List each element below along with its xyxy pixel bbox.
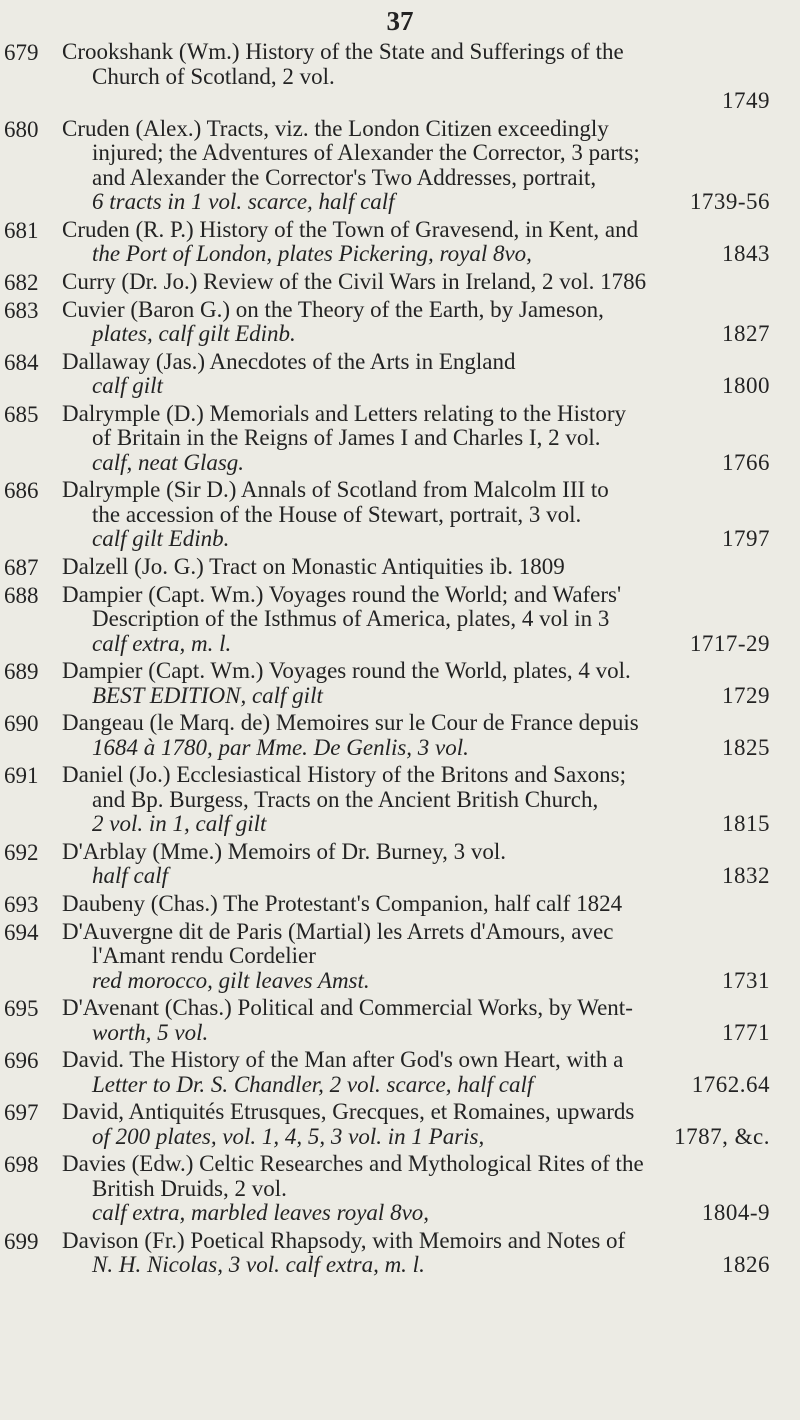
imprint-description: calf gilt	[92, 373, 163, 398]
entry-title-line: Cruden (R. P.) History of the Town of Gravesend, in Kent, and	[62, 216, 639, 242]
catalogue-entry	[4, 117, 770, 215]
entry-body	[62, 1229, 770, 1278]
entry-body	[62, 920, 770, 994]
entry-imprint	[62, 322, 770, 347]
entry-continuation-line: injured; the Adventures of Alexander the Corrector, 3 parts;	[92, 140, 640, 165]
entry-title-line: D'Auvergne dit de Paris (Martial) les Arrets d'Amours, avec	[62, 918, 614, 944]
imprint-description: 1684 à 1780, par Mme. De Genlis, 3 vol.	[92, 734, 469, 760]
imprint-date: 1800	[722, 373, 770, 398]
catalogue-entry	[4, 218, 770, 267]
lot-number: 683	[4, 297, 39, 323]
entry-imprint	[62, 864, 770, 889]
catalogue-entry	[4, 298, 770, 347]
entry-body	[62, 763, 770, 837]
imprint-date: 1832	[722, 863, 770, 888]
lot-number: 679	[4, 40, 39, 65]
entry-title-line: D'Avenant (Chas.) Political and Commercial Works, by Went-	[62, 995, 633, 1020]
lot-number: 696	[4, 1048, 39, 1073]
imprint-date: 1766	[722, 449, 770, 475]
lot-number: 693	[4, 891, 39, 917]
lot-number: 686	[4, 478, 39, 503]
catalogue-entry	[4, 892, 770, 917]
catalogue-entry	[4, 1152, 770, 1226]
catalogue-entry	[4, 478, 770, 552]
catalogue-entry	[4, 402, 770, 476]
catalogue-entry	[4, 583, 770, 657]
entry-title-line: Dangeau (le Marq. de) Memoires sur le Cour de France depuis	[62, 710, 639, 735]
catalogue-entry	[4, 555, 770, 580]
entry-body	[62, 117, 770, 215]
entry-body	[62, 218, 770, 267]
entry-imprint	[62, 1021, 770, 1046]
imprint-description: N. H. Nicolas, 3 vol. calf extra, m. l.	[92, 1252, 425, 1277]
catalogue-entry	[4, 763, 770, 837]
entry-continuation-line: and Bp. Burgess, Tracts on the Ancient British Church,	[92, 786, 599, 812]
entry-title-line: Crookshank (Wm.) History of the State and Sufferings of the	[62, 39, 624, 64]
entry-body	[62, 1152, 770, 1226]
entry-title-line: Dalrymple (D.) Memorials and Letters relating to the History	[62, 400, 626, 426]
entry-body	[62, 298, 770, 347]
entry-imprint	[62, 1125, 770, 1150]
entry-continuation-line: l'Amant rendu Cordelier	[92, 943, 316, 968]
catalogue-entry	[4, 350, 770, 399]
entry-body	[62, 840, 770, 889]
imprint-date: 1827	[722, 321, 770, 346]
lot-number: 687	[4, 554, 39, 580]
catalogue-entry	[4, 659, 770, 708]
imprint-description: BEST EDITION, calf gilt	[92, 682, 323, 708]
catalogue-entry	[4, 270, 770, 295]
entry-body	[62, 350, 770, 399]
entry-title-line: David, Antiquités Etrusques, Grecques, et Romaines, upwards	[62, 1099, 635, 1124]
entry-body	[62, 1048, 770, 1097]
lot-number: 689	[4, 659, 39, 684]
imprint-date: 1749	[722, 88, 770, 113]
entry-continuation-line: Church of Scotland, 2 vol.	[92, 63, 335, 89]
entry-body	[62, 583, 770, 657]
imprint-date: 1843	[722, 241, 770, 266]
catalogue-entry	[4, 1229, 770, 1278]
catalogue-entry	[4, 40, 770, 114]
imprint-description: calf extra, m. l.	[92, 630, 232, 656]
lot-number: 695	[4, 996, 39, 1021]
entry-imprint	[62, 632, 770, 657]
entry-title-line: Daubeny (Chas.) The Protestant's Companion, half calf 1824	[62, 890, 623, 916]
entry-title-line: Dallaway (Jas.) Anecdotes of the Arts in England	[62, 348, 516, 374]
lot-number: 694	[4, 919, 39, 945]
imprint-date: 1804-9	[701, 1200, 770, 1225]
imprint-description: worth, 5 vol.	[92, 1019, 209, 1045]
entry-body	[62, 40, 770, 114]
lot-number: 690	[4, 711, 39, 736]
entry-imprint	[62, 89, 770, 114]
imprint-date: 1787, &c.	[674, 1123, 770, 1149]
imprint-date: 1797	[722, 526, 770, 551]
imprint-description: calf, neat Glasg.	[92, 449, 245, 475]
catalogue-entry	[4, 1048, 770, 1097]
entry-title-line: Davies (Edw.) Celtic Researches and Mythological Rites of the	[62, 1151, 644, 1176]
entry-body	[62, 555, 770, 580]
catalogue-entry	[4, 840, 770, 889]
entry-imprint	[62, 190, 770, 215]
lot-number: 685	[4, 401, 39, 427]
entry-imprint	[62, 684, 770, 709]
imprint-date: 1729	[722, 682, 770, 708]
lot-number: 697	[4, 1100, 39, 1125]
entry-body	[62, 659, 770, 708]
catalogue-entry	[4, 1100, 770, 1149]
entry-body	[62, 402, 770, 476]
entry-continuation-line: the accession of the House of Stewart, portrait, 3 vol.	[92, 501, 582, 527]
catalogue-entry	[4, 711, 770, 760]
imprint-date: 1826	[722, 1252, 770, 1277]
entry-title-line: Cuvier (Baron G.) on the Theory of the Earth, by Jameson,	[62, 296, 604, 322]
imprint-description: plates, calf gilt Edinb.	[92, 321, 296, 346]
entry-title-line: Cruden (Alex.) Tracts, viz. the London Citizen exceedingly	[62, 115, 609, 141]
imprint-date: 1717-29	[689, 630, 770, 656]
entry-title-line: Dalzell (Jo. G.) Tract on Monastic Antiquities ib. 1809	[62, 553, 565, 579]
entry-title-line: Dampier (Capt. Wm.) Voyages round the World; and Wafers'	[62, 581, 622, 607]
entry-continuation-line: Description of the Isthmus of America, plates, 4 vol in 3	[92, 606, 610, 631]
imprint-date: 1815	[722, 811, 770, 836]
entry-title-line: Curry (Dr. Jo.) Review of the Civil Wars in Ireland, 2 vol. 1786	[62, 268, 647, 294]
lot-number: 692	[4, 839, 39, 865]
entry-continuation-line: British Druids, 2 vol.	[92, 1175, 287, 1201]
imprint-description: calf gilt Edinb.	[92, 526, 230, 551]
imprint-date: 1739-56	[689, 189, 770, 214]
imprint-description: half calf	[92, 863, 169, 888]
entry-body	[62, 1100, 770, 1149]
imprint-date: 1771	[722, 1019, 770, 1045]
lot-number: 681	[4, 217, 39, 243]
entry-imprint	[62, 374, 770, 399]
imprint-description: Letter to Dr. S. Chandler, 2 vol. scarce, half calf	[92, 1071, 534, 1097]
entry-body	[62, 711, 770, 760]
catalogue-entry	[4, 996, 770, 1045]
entry-continuation-line: and Alexander the Corrector's Two Addresses, portrait,	[92, 164, 597, 190]
entry-title-line: David. The History of the Man after God's own Heart, with a	[62, 1047, 624, 1072]
entry-imprint	[62, 451, 770, 476]
imprint-description: 2 vol. in 1, calf gilt	[92, 811, 267, 836]
entry-title-line: Dampier (Capt. Wm.) Voyages round the World, plates, 4 vol.	[62, 658, 631, 683]
imprint-description: 6 tracts in 1 vol. scarce, half calf	[92, 189, 395, 214]
entry-title-line: Davison (Fr.) Poetical Rhapsody, with Memoirs and Notes of	[62, 1227, 626, 1253]
entry-imprint	[62, 1073, 770, 1098]
entry-imprint	[62, 736, 770, 761]
entry-imprint	[62, 812, 770, 837]
imprint-description: the Port of London, plates Pickering, royal 8vo,	[92, 241, 532, 266]
lot-number: 699	[4, 1228, 39, 1254]
entry-title-line: Daniel (Jo.) Ecclesiastical History of the Britons and Saxons;	[62, 762, 627, 787]
lot-number: 684	[4, 349, 39, 375]
lot-number: 691	[4, 763, 39, 788]
catalogue-entries	[4, 40, 770, 1281]
entry-imprint	[62, 1201, 770, 1226]
entry-imprint	[62, 969, 770, 994]
entry-body	[62, 270, 770, 295]
entry-body	[62, 996, 770, 1045]
imprint-description: red morocco, gilt leaves Amst.	[92, 967, 370, 993]
lot-number: 682	[4, 269, 39, 295]
catalogue-entry	[4, 920, 770, 994]
imprint-description: calf extra, marbled leaves royal 8vo,	[92, 1200, 430, 1225]
lot-number: 688	[4, 582, 39, 608]
imprint-date: 1731	[722, 967, 770, 993]
lot-number: 680	[4, 116, 39, 142]
entry-continuation-line: of Britain in the Reigns of James I and Charles I, 2 vol.	[92, 425, 601, 450]
entry-imprint	[62, 527, 770, 552]
entry-imprint	[62, 1253, 770, 1278]
lot-number: 698	[4, 1152, 39, 1177]
entry-title-line: Dalrymple (Sir D.) Annals of Scotland from Malcolm III to	[62, 477, 609, 502]
entry-title-line: D'Arblay (Mme.) Memoirs of Dr. Burney, 3 vol.	[62, 838, 507, 864]
page-number: 37	[386, 6, 414, 36]
imprint-description: of 200 plates, vol. 1, 4, 5, 3 vol. in 1 Paris,	[92, 1123, 485, 1149]
entry-imprint	[62, 242, 770, 267]
entry-body	[62, 892, 770, 917]
imprint-date: 1825	[722, 734, 770, 760]
entry-body	[62, 478, 770, 552]
imprint-date: 1762.64	[691, 1071, 770, 1097]
